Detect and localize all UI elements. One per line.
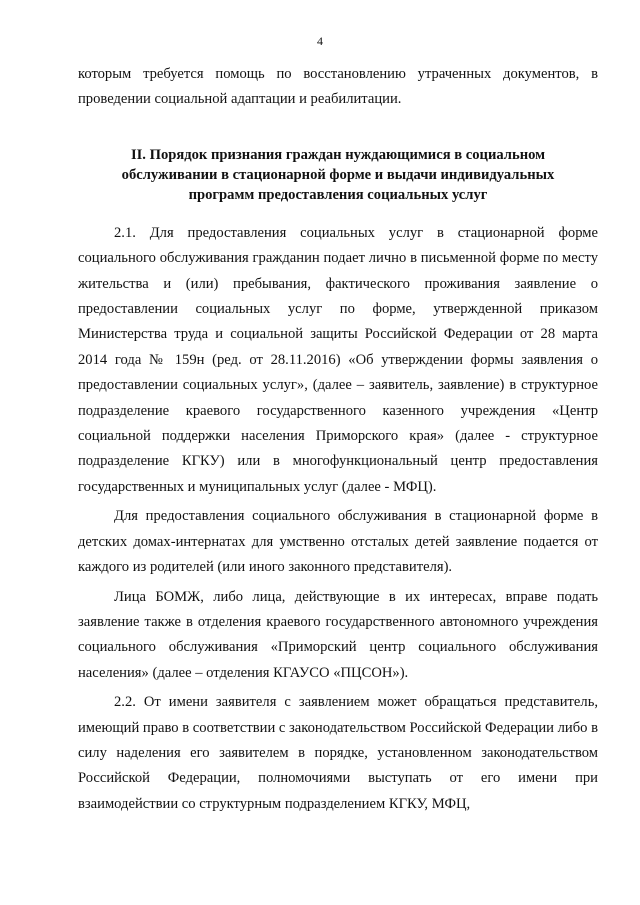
section-heading: II. Порядок признания граждан нуждающимися в социальном обслуживании в стационарной форме и выдачи индивидуальных программ предоставления социальных услуг bbox=[121, 146, 555, 203]
paragraph-2-2: 2.2. От имени заявителя с заявлением может обращаться представитель, имеющий право в соответствии с законодательством Российской Федерации либо в силу наделения его заявителем в порядке, установленном законодательством Российской Федерации, полномочиями выступать от его имени при взаимодействии со структурным подразделением КГКУ, МФЦ, bbox=[78, 694, 598, 812]
intro-paragraph: которым требуется помощь по восстановлению утраченных документов, в проведении социальной адаптации и реабилитации. bbox=[78, 66, 598, 108]
paragraph-bomzh: Лица БОМЖ, либо лица, действующие в их интересах, вправе подать заявление также в отделения краевого государственного автономного учреждения социального обслуживания «Приморский центр социального обслуживания населения» (далее – отделения КГАУСО «ПЦСОН»). bbox=[78, 588, 598, 681]
page-number: 4 bbox=[317, 34, 323, 48]
paragraph-2-1: 2.1. Для предоставления социальных услуг в стационарной форме социального обслуживания гражданин подает лично в письменной форме по месту жительства и (или) пребывания, фактического проживания заявление о предоставлении социальных услуг по форме, утвержденной приказом Министерства труда и социальной защиты Российской Федерации от 28 марта 2014 года № 159н (ред. от 28.11.2016) «Об утверждении формы заявления о предоставлении социальных услуг», (далее – заявитель, заявление) в структурное подразделение краевого государственного казенного учреждения «Центр социальной поддержки населения Приморского края» (далее - структурное подразделение КГКУ) или в многофункциональный центр предоставления государственных и муниципальных услуг (далее - МФЦ). bbox=[78, 224, 598, 495]
document-body bbox=[78, 62, 598, 817]
paragraph-children-homes: Для предоставления социального обслуживания в стационарной форме в детских домах-интернатах для умственно отсталых детей заявление подается от каждого из родителей (или иного законного представителя). bbox=[78, 508, 598, 576]
